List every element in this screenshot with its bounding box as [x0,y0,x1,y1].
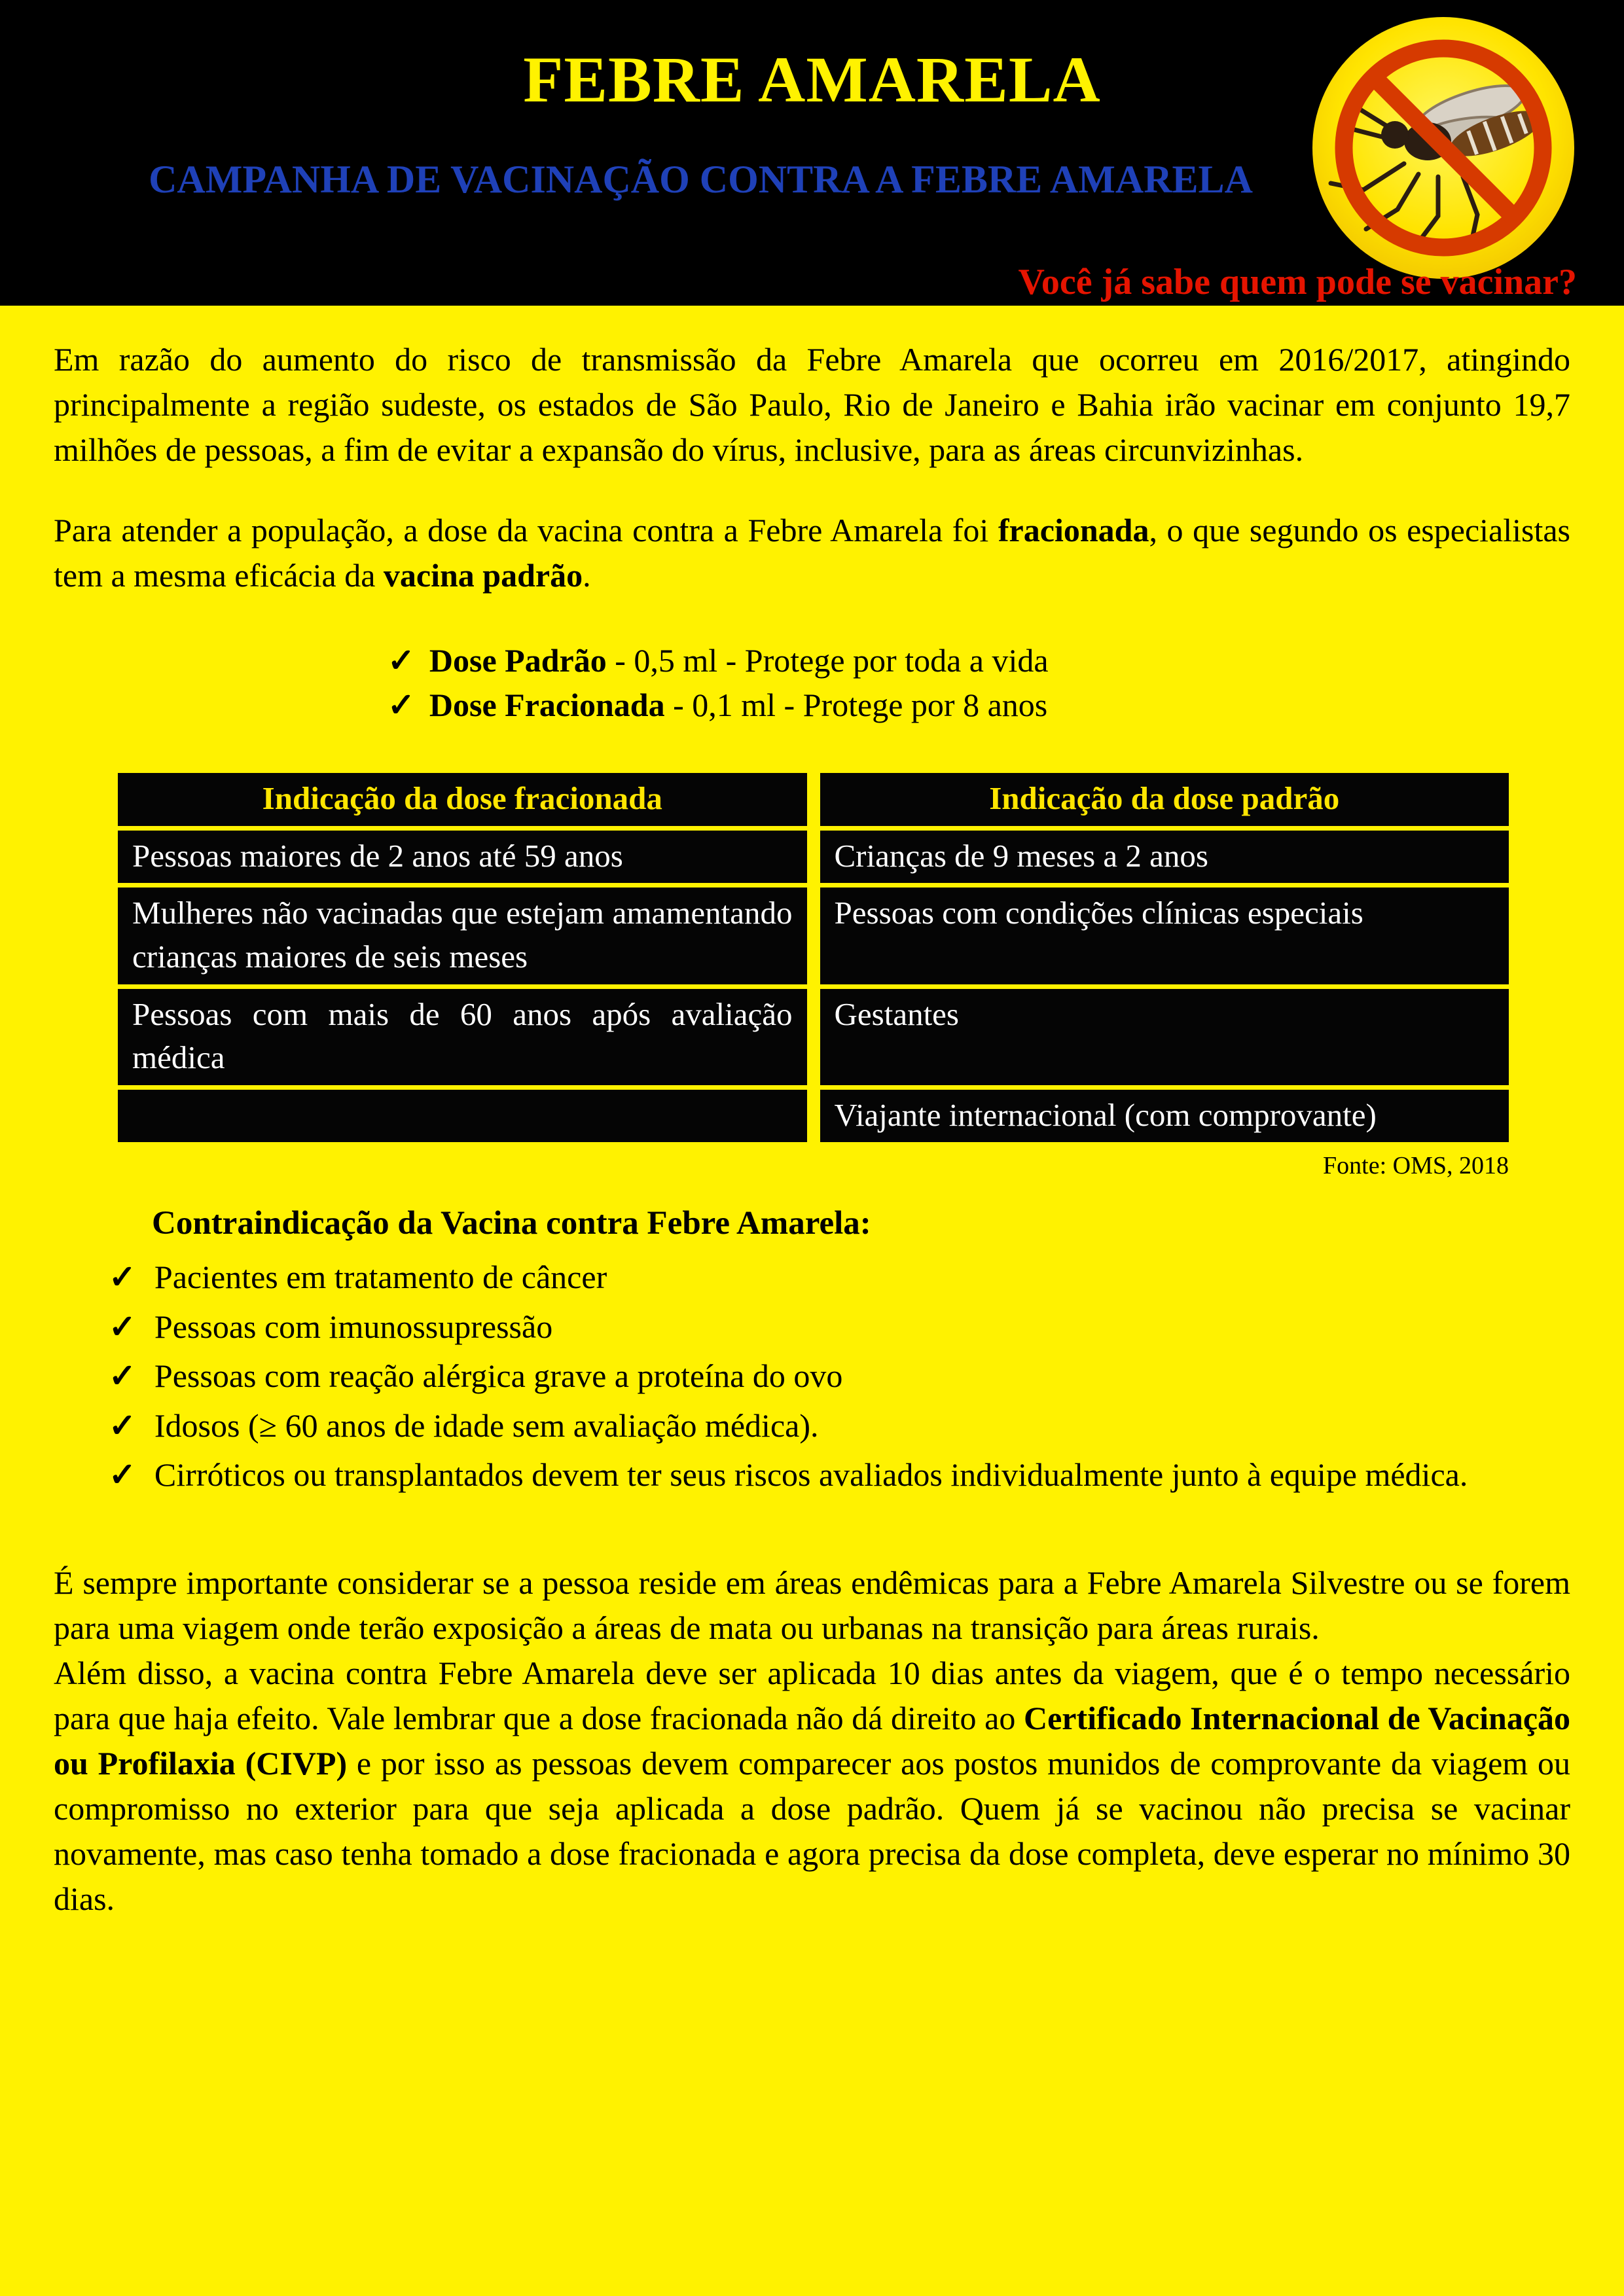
dose-desc: - 0,5 ml - Protege por toda a vida [606,642,1049,679]
dose-item-fracionada [388,683,1570,728]
endemic-areas-paragraph: É sempre importante considerar se a pessoa reside em áreas endêmicas para a Febre Amarela Silvestre ou se forem para uma viagem onde terão exposição a áreas de mata ou urbanas na transição para áreas rurais. [54,1564,1570,1646]
p2-text-1: Para atender a população, a dose da vacina contra a Febre Amarela foi [54,512,998,548]
contra-item [54,1255,1570,1300]
flyer-body [0,306,1624,1922]
contra-item-text: Pessoas com imunossupressão [154,1308,553,1345]
table-cell: Viajante internacional (com comprovante) [820,1090,1509,1143]
check-icon: ✓ [109,1456,136,1494]
contra-item-text: Idosos (≥ 60 anos de idade sem avaliação médica). [154,1407,819,1444]
civp-paragraph [54,1651,1570,1922]
check-icon: ✓ [109,1259,136,1296]
contra-item [54,1354,1570,1399]
p2-text-2: , o que segundo os especialistas tem a mesma eficácia da [54,512,1571,594]
header-banner [0,0,1624,306]
contraindication-heading: Contraindicação da Vacina contra Febre Amarela: [152,1204,871,1242]
table-cell: Pessoas maiores de 2 anos até 59 anos [118,831,807,884]
table-cell: Pessoas com condições clínicas especiais [820,888,1509,984]
contraindication-list [54,1255,1570,1498]
p2-text-3: . [583,557,591,594]
intro-paragraph: Em razão do aumento do risco de transmissão da Febre Amarela que ocorreu em 2016/2017, atingindo principalmente a região sudeste, os estados de São Paulo, Rio de Janeiro e Bahia irão vacinar em conjunto 19,7 milhões de pessoas, a fim de evitar a expansão do vírus, inclusive, para as áreas circunvizinhas. [54,341,1570,468]
tagline: Você já sabe quem pode se vacinar? [1018,262,1577,302]
no-mosquito-graphic [1306,12,1581,287]
campaign-subtitle: CAMPANHA DE VACINAÇÃO CONTRA A FEBRE AMARELA [149,158,1253,201]
no-mosquito-icon [1306,12,1581,287]
table-cell: Mulheres não vacinadas que estejam amamentando crianças maiores de seis meses [118,888,807,984]
indication-table [118,773,1509,1142]
dose-item-text [429,639,1049,683]
contra-item-text: Cirróticos ou transplantados devem ter seus riscos avaliados individualmente junto à equipe médica. [154,1456,1468,1494]
dose-desc: - 0,1 ml - Protege por 8 anos [664,686,1048,723]
contra-item [54,1404,1570,1448]
outro-bold-civp: Certificado Internacional de Vacinação ou Profilaxia (CIVP) [54,1699,1571,1782]
p2-bold-fracionada: fracionada [998,512,1149,548]
fractioned-dose-paragraph [54,508,1570,598]
table-cell: Gestantes [820,989,1509,1085]
dose-label: Dose Padrão [429,642,607,679]
check-icon: ✓ [388,686,415,723]
dose-checklist [388,639,1570,727]
outro-text-2: e por isso as pessoas devem comparecer aos postos munidos de comprovante da viagem ou compromisso no exterior para que seja aplicada a dose padrão. Quem já se vacinou não precisa se vacinar novamente, mas caso tenha tomado a dose fracionada e agora precisa da dose completa, deve esperar no mínimo 30 dias. [54,1744,1570,1917]
table-source: Fonte: OMS, 2018 [1323,1152,1509,1180]
table-cell-empty [118,1090,807,1143]
dose-item-padrao [388,639,1570,683]
table-header-fracionada: Indicação da dose fracionada [118,773,807,826]
contra-item-text: Pessoas com reação alérgica grave a proteína do ovo [154,1357,843,1395]
dose-item-text [429,683,1047,728]
table-cell: Crianças de 9 meses a 2 anos [820,831,1509,884]
check-icon: ✓ [109,1308,136,1345]
contra-item [54,1453,1570,1498]
page-title: FEBRE AMARELA [523,43,1101,116]
check-icon: ✓ [109,1407,136,1444]
closing-section [54,1560,1570,1922]
table-cell: Pessoas com mais de 60 anos após avaliação médica [118,989,807,1085]
check-icon: ✓ [388,642,415,679]
table-header-padrao: Indicação da dose padrão [820,773,1509,826]
indication-table-grid [118,773,1509,1142]
contra-item [54,1305,1570,1350]
outro-text-1: Além disso, a vacina contra Febre Amarela deve ser aplicada 10 dias antes da viagem, que é o tempo necessário para que haja efeito. Vale lembrar que a dose fracionada não dá direito ao [54,1654,1570,1736]
check-icon: ✓ [109,1357,136,1395]
p2-bold-vacina-padrao: vacina padrão [383,557,583,594]
dose-label: Dose Fracionada [429,686,665,723]
contra-item-text: Pacientes em tratamento de câncer [154,1259,607,1296]
